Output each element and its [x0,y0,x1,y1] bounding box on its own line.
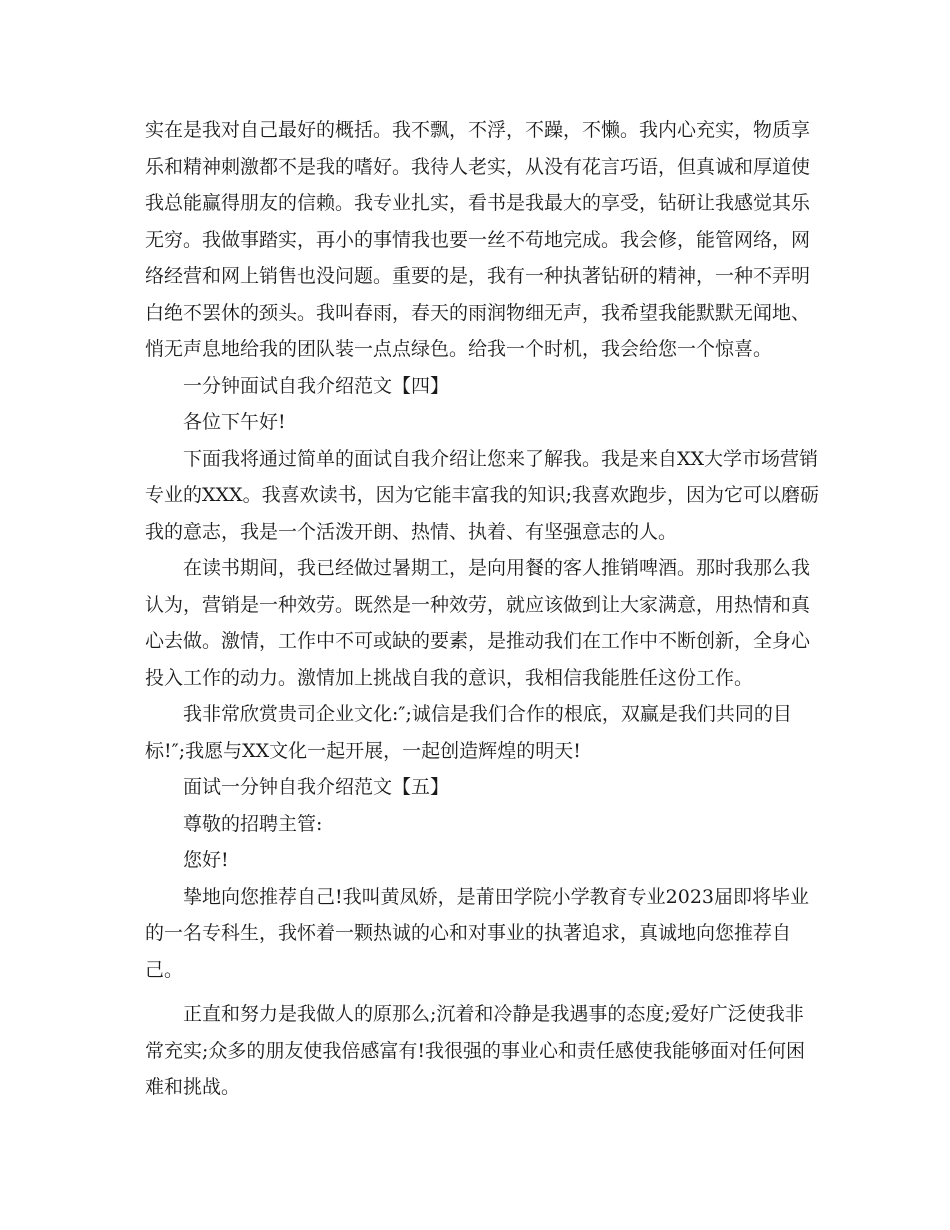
text-line: 常充实;众多的朋友使我倍感富有!我很强的事业心和责任感使我能够面对任何困 [145,1039,806,1062]
text-line: 实在是我对自己最好的概括。我不飘，不浮，不躁，不懒。我内心充实，物质享 [145,119,811,141]
text-line: 悄无声息地给我的团队装一点点绿色。给我一个时机，我会给您一个惊喜。 [145,338,773,360]
text-line: 无穷。我做事踏实，再小的事情我也要一丝不苟地完成。我会修，能管网络，网 [145,228,811,251]
text-line: 络经营和网上销售也没问题。重要的是，我有一种执著钻研的精神，一种不弄明 [145,265,811,287]
text-line: 面试一分钟自我介绍范文【五】 [183,776,450,798]
text-line: 白绝不罢休的颈头。我叫春雨，春天的雨润物细无声，我希望我能默默无闻地、 [145,301,811,324]
text-line: 各位下午好! [183,411,286,433]
text-line: 的一名专科生，我怀着一颗热诚的心和对事业的执著追求，真诚地向您推荐自 [145,922,792,944]
text-line: 下面我将通过简单的面试自我介绍让您来了解我。我是来自XX大学市场营销 [183,447,819,470]
text-line: 认为，营销是一种效劳。既然是一种效劳，就应该做到让大家满意，用热情和真 [145,593,811,616]
text-line: 我非常欣赏贵司企业文化:″;诚信是我们合作的根底，双赢是我们共同的目 [183,703,792,725]
text-line: 标!″;我愿与XX文化一起开展，一起创造辉煌的明天! [145,739,581,762]
text-line: 难和挑战。 [145,1076,241,1098]
text-line: 己。 [145,958,184,981]
text-line: 心去做。激情，工作中不可或缺的要素，是推动我们在工作中不断创新，全身心 [145,630,811,652]
text-line: 专业的XXX。我喜欢读书，因为它能丰富我的知识;我喜欢跑步，因为它可以磨砺 [145,484,819,506]
text-line: 我的意志，我是一个活泼开朗、热情、执着、有坚强意志的人。 [145,520,678,543]
text-line: 一分钟面试自我介绍范文【四】 [183,374,450,397]
text-line: 正直和努力是我做人的原那么;沉着和冷静是我遇事的态度;爱好广泛使我非 [183,1003,804,1025]
text-line: 挚地向您推荐自己!我叫黄凤娇，是莆田学院小学教育专业2023届即将毕业 [183,885,809,908]
text-line: 尊敬的招聘主管: [183,812,323,835]
text-line: 在读书期间，我已经做过暑期工，是向用餐的客人推销啤酒。那时我那么我 [183,557,811,579]
document-body [145,112,819,1106]
text-line: 投入工作的动力。激情加上挑战自我的意识，我相信我能胜任这份工作。 [145,666,754,689]
text-line: 我总能赢得朋友的信赖。我专业扎实，看书是我最大的享受，钻研让我感觉其乐 [145,192,811,214]
text-line: 您好! [183,849,229,871]
text-line: 乐和精神刺激都不是我的嗜好。我待人老实，从没有花言巧语，但真诚和厚道使 [145,155,811,178]
